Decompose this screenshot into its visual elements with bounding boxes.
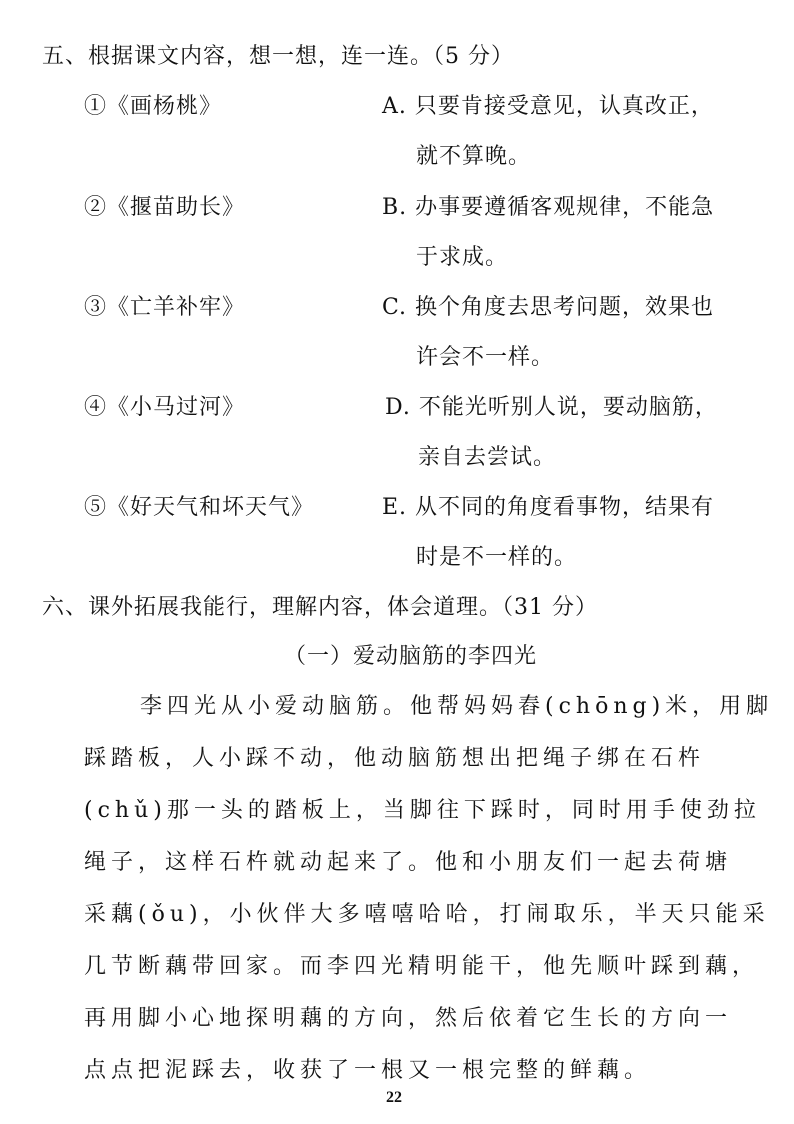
match-left-item-3: ③《亡羊补牢》 <box>84 295 246 320</box>
passage-line-6: 几节断藕带回家。而李四光精明能干，他先顺叶踩到藕， <box>84 954 760 979</box>
match-right-item-b-line1: B. 办事要遵循客观规律，不能急 <box>382 195 715 220</box>
match-left-item-5: ⑤《好天气和坏天气》 <box>84 495 315 520</box>
match-right-item-e-line1: E. 从不同的角度看事物，结果有 <box>382 495 715 520</box>
section-6-heading: 六、课外拓展我能行，理解内容，体会道理。（31 分） <box>42 595 598 620</box>
passage-line-8: 点点把泥踩去，收获了一根又一根完整的鲜藕。 <box>84 1058 652 1083</box>
match-right-item-c-line1: C. 换个角度去思考问题，效果也 <box>382 295 715 320</box>
passage-line-1: 李四光从小爱动脑筋。他帮妈妈舂(chōng)米，用脚 <box>140 694 774 719</box>
match-right-item-c-line2: 许会不一样。 <box>416 345 555 370</box>
passage-title: （一）爱动脑筋的李四光 <box>284 644 538 669</box>
match-left-item-1: ①《画杨桃》 <box>84 94 223 119</box>
page-number: 22 <box>386 1089 402 1106</box>
passage-line-4: 绳子，这样石杵就动起来了。他和小朋友们一起去荷塘 <box>84 850 733 875</box>
match-right-item-d-line2: 亲自去尝试。 <box>418 445 557 470</box>
passage-line-2: 踩踏板，人小踩不动，他动脑筋想出把绳子绑在石杵 <box>84 746 706 771</box>
match-right-item-d-line1: D. 不能光听别人说，要动脑筋， <box>385 395 718 420</box>
match-right-item-e-line2: 时是不一样的。 <box>416 545 578 570</box>
match-left-item-4: ④《小马过河》 <box>84 395 246 420</box>
match-right-item-a-line2: 就不算晚。 <box>416 144 532 169</box>
passage-line-7: 再用脚小心地探明藕的方向，然后依着它生长的方向一 <box>84 1006 733 1031</box>
passage-line-5: 采藕(ǒu)，小伙伴大多嘻嘻哈哈，打闹取乐，半天只能采 <box>84 902 770 927</box>
match-right-item-b-line2: 于求成。 <box>416 245 509 270</box>
passage-line-3: (chǔ)那一头的踏板上，当脚往下踩时，同时用手使劲拉 <box>84 798 761 823</box>
section-5-heading: 五、根据课文内容，想一想，连一连。（5 分） <box>42 44 514 69</box>
match-left-item-2: ②《揠苗助长》 <box>84 195 246 220</box>
match-right-item-a-line1: A. 只要肯接受意见，认真改正， <box>382 94 714 119</box>
